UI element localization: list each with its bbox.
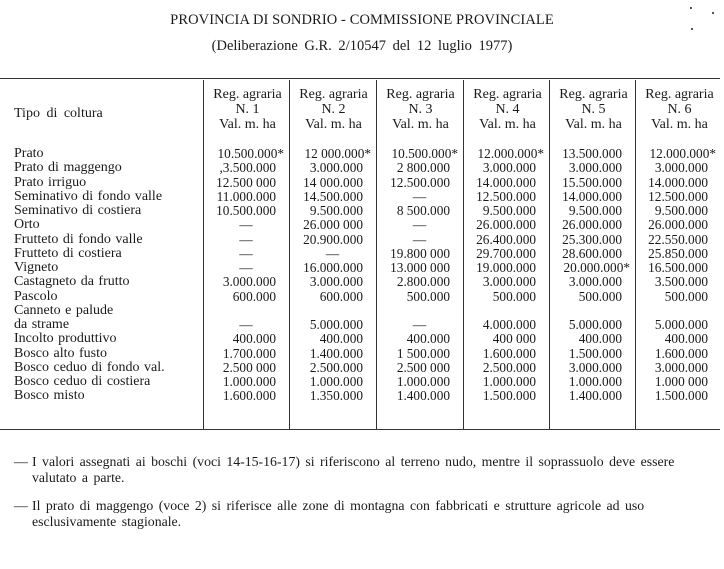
column-header (290, 87, 377, 132)
row-label: Pascolo (14, 288, 58, 304)
table-cell: 10.500.000 (216, 203, 276, 218)
table-cell: 4.000.000 (482, 317, 536, 332)
table-cell: 9.500.000 (309, 203, 363, 218)
column-header (204, 87, 291, 132)
table-cell: 1.000.000 (309, 374, 363, 389)
table-cell: 600.000 (319, 288, 363, 304)
table-cell: 3.000.000 (482, 274, 536, 290)
table-cell: 2 800.000 (396, 160, 450, 176)
table-cell: 9.500.000 (654, 203, 708, 218)
table-cell: — (239, 260, 253, 275)
row-label: Orto (14, 217, 40, 233)
note-text: I valori assegnati ai boschi (voci 14-15-16-17) si riferiscono al terreno nudo, mentre il soprassuolo deve essere valutato a parte. (32, 454, 675, 485)
column-header-line1: Reg. agraria (645, 87, 714, 102)
column-header-line3: Val. m. ha (479, 117, 536, 132)
table-cell: 2.800.000 (396, 274, 450, 290)
row-label: da strame (14, 317, 70, 332)
table-cell: 400.000 (232, 331, 276, 347)
table-cell: 12.000.000* (477, 146, 544, 161)
table-cell: — (239, 245, 253, 261)
row-label: Frutteto di costiera (14, 245, 122, 261)
table-cell: 1.400.000 (396, 388, 450, 404)
table-cell: ,3.500.000 (219, 160, 276, 176)
table-cell: 3.000.000 (654, 160, 708, 176)
table-cell: 3.000.000 (568, 274, 622, 290)
table-cell: 1.500.000 (654, 388, 708, 404)
column-header-line1: Reg. agraria (213, 87, 282, 102)
table-cell: 1.000.000 (482, 374, 536, 389)
table-cell: 1.400.000 (309, 345, 363, 361)
table-cell: 1.000 000 (654, 374, 708, 389)
table-cell: 12.500.000 (648, 188, 708, 204)
document-subtitle: (Deliberazione G.R. 2/10547 del 12 luglio 1977) (211, 38, 513, 54)
table-cell: 1.350.000 (309, 388, 363, 404)
table-cell: 400 000 (492, 331, 536, 347)
table-cell: 13.000 000 (390, 260, 450, 275)
table-cell: 500.000 (406, 288, 450, 304)
table-cell: — (325, 245, 340, 261)
row-label: Bosco alto fusto (14, 345, 107, 361)
row-label: Bosco misto (14, 388, 85, 404)
table-cell: 26.000.000 (648, 217, 708, 233)
note-item (14, 498, 714, 530)
table-cell: 400.000 (664, 331, 708, 347)
table-cell: — (239, 217, 253, 233)
table-cell: — (412, 231, 427, 247)
table-cell: 11.000.000 (216, 188, 276, 204)
row-label: Prato (14, 146, 44, 161)
table-cell: 1.700.000 (222, 345, 276, 361)
scan-speck (691, 28, 693, 30)
table-cell: 28.600.000 (562, 245, 622, 261)
column-header (550, 87, 637, 132)
column-header-line2: N. 2 (321, 102, 346, 117)
table-cell: 1.600.000 (654, 345, 708, 361)
table-cell: 20.900.000 (303, 231, 363, 247)
table-cell: 2.500 000 (396, 359, 450, 375)
table-cell: 2.500.000 (482, 359, 536, 375)
table-cell: — (412, 217, 427, 233)
table-cell: 1.600.000 (222, 388, 276, 404)
table-cell: 15.500.000 (562, 174, 622, 190)
table-cell: 500.000 (492, 288, 536, 304)
table-bottom-rule (0, 429, 720, 430)
table-cell: 22.550.000 (648, 231, 708, 247)
column-header-line2: N. 1 (235, 102, 260, 117)
table-cell: 3.000.000 (222, 274, 276, 290)
table-cell: 29.700.000 (476, 245, 536, 261)
note-item (14, 454, 714, 486)
table-cell: 5.000.000 (568, 317, 622, 332)
table-cell: 26.000.000 (562, 217, 622, 233)
table-cell: 3.000.000 (568, 359, 622, 375)
table-cell: 25.300.000 (562, 231, 622, 247)
table-cell: 1.400.000 (568, 388, 622, 404)
row-header-label: Tipo di coltura (14, 106, 103, 121)
table-cell: 16.000.000 (303, 260, 363, 275)
table-cell: 14.000.000 (648, 174, 708, 190)
table-cell: 2.500.000 (309, 359, 363, 375)
table-cell: 3.000.000 (482, 160, 536, 176)
table-cell: 400.000 (319, 331, 363, 347)
table-cell: 8 500.000 (396, 203, 450, 218)
table-cell: 26.400.000 (476, 231, 536, 247)
table-cell: — (412, 188, 427, 204)
table-cell: 1.000.000 (396, 374, 450, 389)
column-header-line2: N. 6 (667, 102, 692, 117)
table-cell: 500.000 (664, 288, 708, 304)
scan-speck (712, 12, 714, 14)
column-header-line3: Val. m. ha (651, 117, 708, 132)
column-header (636, 87, 723, 132)
table-cell: 12 000.000* (304, 146, 371, 161)
column-header-line3: Val. m. ha (565, 117, 622, 132)
table-cell: 10.500.000* (391, 146, 458, 161)
table-cell: 400.000 (578, 331, 622, 347)
table-cell: 1.600.000 (482, 345, 536, 361)
column-header (464, 87, 551, 132)
column-header-line2: N. 3 (408, 102, 433, 117)
note-dash: — (14, 454, 28, 469)
scan-speck (690, 7, 692, 9)
table-cell: 14.500.000 (303, 188, 363, 204)
table-cell: 12.500.000 (390, 174, 450, 190)
column-header-line1: Reg. agraria (386, 87, 455, 102)
row-label: Bosco ceduo di fondo val. (14, 359, 165, 375)
table-cell: 1.000.000 (568, 374, 622, 389)
row-label: Vigneto (14, 260, 59, 275)
column-header-line1: Reg. agraria (299, 87, 368, 102)
table-top-rule (0, 78, 720, 79)
table-cell: 1.500.000 (482, 388, 536, 404)
table-cell: — (412, 317, 427, 332)
table-cell: 12.500.000 (476, 188, 536, 204)
table-cell: 1.000.000 (222, 374, 276, 389)
table-cell: 5.000.000 (654, 317, 708, 332)
table-cell: 9.500.000 (568, 203, 622, 218)
column-header-line3: Val. m. ha (392, 117, 449, 132)
column-header-line1: Reg. agraria (559, 87, 628, 102)
table-cell: 3.000.000 (309, 160, 363, 176)
column-header-line3: Val. m. ha (305, 117, 362, 132)
row-label: Canneto e palude (14, 302, 114, 318)
table-cell: 16.500.000 (648, 260, 708, 275)
table-cell: 26.000 000 (303, 217, 363, 233)
column-header-line2: N. 5 (581, 102, 606, 117)
column-header-line2: N. 4 (495, 102, 520, 117)
table-cell: — (239, 231, 253, 247)
table-cell: 12.000.000* (649, 146, 716, 161)
row-label: Bosco ceduo di costiera (14, 374, 151, 389)
row-label: Seminativo di fondo valle (14, 188, 163, 204)
table-cell: 2.500 000 (222, 359, 276, 375)
table-cell: 19.800 000 (390, 245, 450, 261)
table-cell: 3.000.000 (654, 359, 708, 375)
column-header (377, 87, 464, 132)
note-dash: — (14, 498, 28, 513)
table-cell: 9.500.000 (482, 203, 536, 218)
column-header-line1: Reg. agraria (473, 87, 542, 102)
table-cell: 14 000.000 (303, 174, 363, 190)
row-label: Incolto produttivo (14, 331, 117, 347)
table-cell: 5.000.000 (309, 317, 363, 332)
table-cell: 13.500.000 (562, 146, 622, 161)
table-cell: 25.850.000 (648, 245, 708, 261)
row-label: Seminativo di costiera (14, 203, 142, 218)
row-label: Prato irriguo (14, 174, 87, 190)
table-cell: 19.000.000 (476, 260, 536, 275)
table-cell: 20.000.000* (563, 260, 630, 275)
table-cell: 3.000.000 (568, 160, 622, 176)
table-cell: 500.000 (578, 288, 622, 304)
table-cell: 3.500.000 (654, 274, 708, 290)
table-cell: 1 500.000 (396, 345, 450, 361)
table-cell: 12.500 000 (216, 174, 276, 190)
row-label: Castagneto da frutto (14, 274, 130, 290)
table-cell: 400.000 (406, 331, 450, 347)
notes (14, 454, 714, 530)
table-cell: 10.500.000* (217, 146, 284, 161)
table-cell: 26.000.000 (476, 217, 536, 233)
table-cell: 600.000 (232, 288, 276, 304)
table-cell: 14.000.000 (476, 174, 536, 190)
table-cell: 1.500.000 (568, 345, 622, 361)
column-header-line3: Val. m. ha (219, 117, 276, 132)
table-cell: — (239, 317, 253, 332)
note-text: Il prato di maggengo (voce 2) si riferisce alle zone di montagna con fabbricati e strutture agricole ad uso esclusivamente stagionale. (32, 498, 645, 529)
table-cell: 14.000.000 (562, 188, 622, 204)
document-title: PROVINCIA DI SONDRIO - COMMISSIONE PROVINCIALE (170, 12, 554, 28)
table-cell: 3.000.000 (309, 274, 363, 290)
row-label: Prato di maggengo (14, 160, 122, 176)
row-label: Frutteto di fondo valle (14, 231, 143, 247)
